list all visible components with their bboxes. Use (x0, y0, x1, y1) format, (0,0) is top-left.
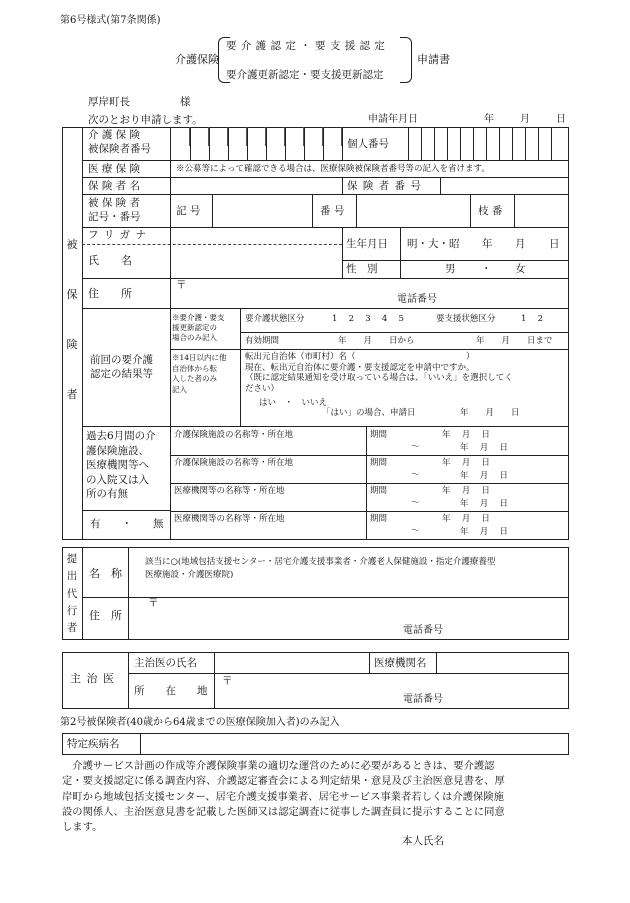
previous-note2: ※14日以内に他 自治体から転 入した者のみ 記入 (172, 353, 227, 394)
insured-number-label1: 介 護 保 険 (88, 129, 141, 141)
insurer-number-input[interactable] (441, 178, 568, 194)
edaban-label: 枝 番 (478, 205, 503, 217)
furigana-label: フ リ ガ ナ (88, 229, 148, 241)
name-label: 氏 名 (88, 254, 132, 267)
transfer-info: 転出元自治体（市町村）名（ ） 現在、転出元自治体に要介護・要支援認定を申請中ですか。 （既に認定結果通知を受け取っている場合は、「いいえ」を選択してく ださい） (245, 352, 513, 394)
addressee-sama: 様 (180, 96, 191, 108)
facility-row-2-from: 年 月 日 (442, 458, 490, 468)
gender-label: 性 別 (346, 263, 378, 275)
transfer-yes-no[interactable]: はい ・ いいえ (259, 398, 328, 408)
care-levels[interactable]: 1 2 3 4 5 (332, 314, 404, 324)
gender-female[interactable]: 女 (515, 263, 526, 275)
medical-insurance-label: 医 療 保 険 (88, 163, 141, 175)
facility-row-2-tilde: ～ (411, 470, 420, 480)
facility-row-1-from: 年 月 日 (442, 430, 490, 440)
address-label: 住 所 (88, 287, 132, 300)
agent-address-label: 住 所 (89, 609, 122, 622)
symbol-number-label1: 被 保 険 者 (88, 197, 141, 209)
if-yes-label: 「はい」の場合、申請日 (322, 408, 416, 418)
birth-year-label: 年 (482, 238, 493, 250)
postal-mark: 〒 (176, 279, 187, 291)
agent-address-input[interactable] (130, 599, 567, 639)
addressee-town: 厚岸町長 (88, 96, 130, 108)
symbol-number-label2: 記号・番号 (88, 211, 141, 223)
doctor-name-input[interactable] (216, 654, 368, 671)
facility-row-3-label: 医療機関等の名称等・所在地 (174, 486, 285, 496)
agent-name-input[interactable] (130, 584, 567, 594)
doctor-name-label: 主治医の氏名 (134, 657, 197, 669)
facility-row-4-label: 医療機関等の名称等・所在地 (174, 514, 285, 524)
disease-input[interactable] (142, 735, 567, 753)
bracket-right (400, 37, 412, 83)
consent-text: 介護サービス計画の作成等介護保険事業の適切な運営のために必要があるときは、要介護認 定・要支援認定に係る調査内容、介護認定審査会による判定結果・意見及び主治医意見書を、厚 岸町から地域包括支援センター、居宅介護支援事業者、居宅サービス事業者若しくは介護保険施 設の関係人、主治医意見書を記載した医師又は認定調査に従事した調査員に提示することに同意 します。 (62, 760, 505, 834)
facility-row-1-tilde: ～ (411, 442, 420, 452)
title-option1: 要 介 護 認 定 ・ 要 支 援 認 定 (226, 40, 386, 52)
second-class-note: 第2号被保険者(40歳から64歳までの医療保険加入者)のみ記入 (60, 717, 340, 728)
support-levels[interactable]: 1 2 (521, 314, 544, 324)
facility-row-1-to: 年 月 日 (460, 443, 508, 453)
insured-number-label2: 被保険者番号 (88, 143, 151, 155)
bango-label: 番 号 (320, 205, 345, 217)
facility-row-1-period: 期間 (370, 430, 388, 440)
address-input[interactable] (172, 280, 568, 306)
name-input[interactable] (172, 246, 342, 278)
kigo-input[interactable] (213, 195, 312, 226)
care-status-label: 要介護状態区分 (245, 314, 305, 324)
phone-label: 電話番号 (397, 294, 437, 305)
birth-day-label: 日 (549, 238, 560, 250)
era-options[interactable]: 明・大・昭 (407, 238, 460, 250)
support-status-label: 要支援状態区分 (436, 314, 496, 324)
doctor-side-label: 主 治 医 (70, 672, 115, 685)
title-suffix: 申請書 (417, 53, 450, 66)
agent-postal-mark: 〒 (148, 597, 159, 609)
facility-row-3-from: 年 月 日 (442, 486, 490, 496)
app-month: 月 (520, 114, 530, 125)
birth-month-label: 月 (515, 238, 526, 250)
facility-row-3-tilde: ～ (411, 498, 420, 508)
previous-label2: 認定の結果等 (90, 368, 153, 380)
form-number: 第6号様式(第7条関係) (60, 15, 161, 26)
facility-row-3-period: 期間 (370, 486, 388, 496)
facility-yes-no[interactable]: 有 ・ 無 (90, 518, 164, 530)
furigana-input[interactable] (172, 228, 342, 243)
edaban-input[interactable] (515, 195, 568, 226)
gender-separator: ・ (481, 263, 492, 275)
valid-from: 年 月 日から (338, 336, 415, 346)
agent-side-label: 提 出 代 行 者 (66, 553, 78, 635)
medical-insurance-note: ※公募等によって確認できる場合は、医療保険被保険者番号等の記入を省けます。 (176, 164, 490, 174)
insurer-name-label: 保 険 者 名 (88, 180, 141, 192)
doctor-address-input[interactable] (216, 676, 567, 707)
title-option2: 要介護更新認定・要支援更新認定 (226, 69, 384, 81)
if-yes-date: 年 月 日 (460, 408, 520, 418)
facility-row-2-label: 介護保険施設の名称等・所在地 (174, 458, 294, 468)
agent-type-note: 該当に○(地域包括支援センター・居宅介護支援事業者・介護老人保健施設・指定介護療養型 医療施設・介護医療院) (145, 557, 496, 580)
disease-label: 特定疾病名 (67, 738, 120, 750)
insured-side-label: 被 保 険 者 (66, 238, 78, 402)
insurer-number-label: 保 険 者 番 号 (347, 180, 422, 192)
facility-row-4-from: 年 月 日 (442, 514, 490, 524)
facility-row-4-period: 期間 (370, 514, 388, 524)
facility-row-2-to: 年 月 日 (460, 471, 508, 481)
medical-institution-input[interactable] (438, 654, 567, 671)
insured-number-boxes[interactable] (171, 127, 342, 160)
gender-male[interactable]: 男 (445, 263, 456, 275)
title-prefix: 介護保険 (175, 53, 219, 66)
doctor-phone-label: 電話番号 (403, 694, 443, 705)
facility-row-3-to: 年 月 日 (460, 499, 508, 509)
personal-number-boxes[interactable] (409, 128, 568, 159)
facility-row-1-label: 介護保険施設の名称等・所在地 (174, 430, 294, 440)
facility-row-4-tilde: ～ (411, 526, 420, 536)
app-day: 日 (556, 114, 566, 125)
app-year: 年 (484, 114, 494, 125)
doctor-location-label: 所 在 地 (134, 685, 208, 697)
valid-period-label: 有効期間 (245, 336, 280, 346)
kigo-label: 記 号 (176, 205, 201, 217)
facility-row-4-to: 年 月 日 (460, 527, 508, 537)
facility-row-2-period: 期間 (370, 458, 388, 468)
signature-label: 本人氏名 (402, 835, 444, 847)
application-date-label: 申請年月日 (368, 114, 418, 125)
signature-input[interactable] (450, 832, 565, 848)
previous-note1: ※要介護・要支 援更新認定の 場合のみ記入 (172, 313, 225, 342)
agent-phone-label: 電話番号 (403, 625, 443, 636)
valid-to: 年 月 日まで (476, 336, 553, 346)
facility-label: 過去6月間の介 護保険施設、 医療機関等へ の入院又は入 所の有無 (86, 430, 156, 500)
doctor-postal-mark: 〒 (222, 675, 233, 687)
bango-input[interactable] (357, 195, 470, 226)
previous-label1: 前回の要介護 (90, 354, 153, 366)
personal-number-label: 個人番号 (347, 138, 389, 150)
intro-text: 次のとおり申請します。 (88, 114, 203, 126)
insurer-name-input[interactable] (172, 178, 342, 194)
agent-name-label: 名 称 (89, 567, 122, 580)
birthdate-label: 生年月日 (346, 238, 388, 250)
medical-institution-label: 医療機関名 (374, 657, 427, 669)
